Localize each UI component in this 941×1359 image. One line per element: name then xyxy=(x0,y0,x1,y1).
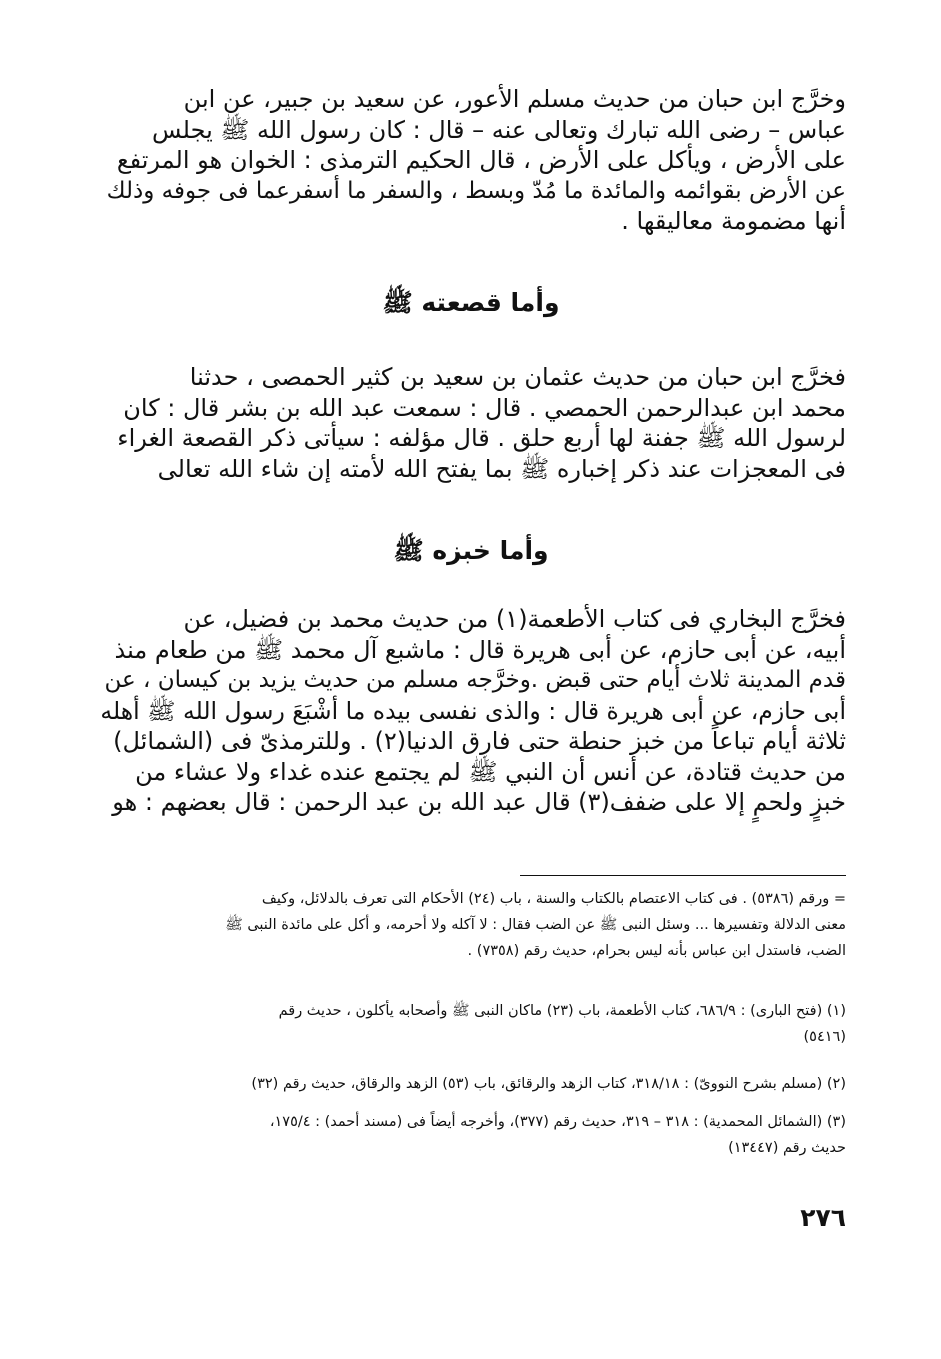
footnote-line: (١) (فتح البارى) : ٦٨٦/٩، كتاب الأطعمة، باب (٢٣) ماكان النبى ﷺ وأصحابه يأكلون ، حديث رقم xyxy=(278,1003,846,1019)
text-line: فخرَّج البخاري فى كتاب الأطعمة(١) من حديث محمد بن فضيل، عن xyxy=(183,605,846,633)
text-line: من حديث قتادة، عن أنس أن النبي ﷺ لم يجتمع عنده غداء ولا عشاء من xyxy=(135,757,846,786)
footnote-line: = ورقم (٥٣٨٦) . فى كتاب الاعتصام بالكتاب والسنة ، باب (٢٤) الأحكام التى تعرف بالدلائل، وكيف xyxy=(261,891,846,907)
page-number: ٢٧٦ xyxy=(800,1203,846,1232)
text-line: فى المعجزات عند ذكر إخباره ﷺ بما يفتح الله لأمته إن شاء الله تعالى xyxy=(157,454,846,483)
text-line: فخرَّج ابن حبان من حديث عثمان بن سعيد بن كثير الحمصى ، حدثنا xyxy=(189,363,846,391)
footnote-line: حديث رقم (١٣٤٤٧) xyxy=(728,1140,846,1156)
text-line: قدم المدينة ثلاث أيام حتى قبض .وخرَّجه مسلم من حديث يزيد بن كيسان ، عن xyxy=(104,667,846,693)
text-line: أبيه، عن أبى حازم، عن أبى هريرة قال : ماشبع آل محمد ﷺ من طعام منذ xyxy=(114,635,846,664)
footnote-line: (٢) (مسلم بشرح النووىّ) : ٣١٨/١٨، كتاب الزهد والرقائق، باب (٥٣) الزهد والرقاق، حديث رقم (٣٢) xyxy=(251,1076,846,1092)
text-line: محمد ابن عبدالرحمن الحمصي . قال : سمعت عبد الله بن بشر قال : كان xyxy=(123,393,846,422)
footnote-1 xyxy=(96,998,846,1050)
footnote-line: الضب، فاستدل ابن عباس بأنه ليس بحرام، حديث رقم (٧٣٥٨) . xyxy=(467,943,846,959)
footnote-continuation xyxy=(96,886,846,964)
text-line: خبزٍ ولحمٍ إلا على ضفف(٣) قال عبد الله بن عبد الرحمن : قال بعضهم : هو xyxy=(112,788,846,816)
footnote-3 xyxy=(96,1109,846,1161)
text-line: على الأرض ، ويأكل على الأرض ، قال الحكيم الترمذى : الخوان هو المرتفع xyxy=(116,146,846,174)
text-line: أنها مضمومة معاليقها . xyxy=(621,207,846,235)
text-line: عن الأرض بقوائمه والمائدة ما مُدّ وبسط ، والسفر ما أسفرعما فى جوفه وذلك xyxy=(106,177,846,204)
section-heading-bowl: وأما قصعته ﷺ xyxy=(382,288,560,317)
text-line: عباس – رضى الله تبارك وتعالى عنه – قال : كان رسول الله ﷺ يجلس xyxy=(152,115,846,144)
text-line: وخرَّج ابن حبان من حديث مسلم الأعور، عن سعيد بن جبير، عن ابن xyxy=(183,85,846,113)
footnote-line: معنى الدلالة وتفسيرها ... وسئل النبى ﷺ عن الضب فقال : لا آكله ولا أحرمه، و أكل على مائدة النبى ﷺ xyxy=(225,917,846,933)
footnote-divider xyxy=(520,875,846,876)
footnote-line: (٣) (الشمائل المحمدية) : ٣١٨ – ٣١٩، حديث رقم (٣٧٧)، وأخرجه أيضاً فى (مسند أحمد) : ١٧٥/٤، xyxy=(269,1114,846,1130)
text-line: ثلاثة أيام تباعاً من خبز حنطة حتى فارق الدنيا(٢) . وللترمذىّ فى (الشمائل) xyxy=(113,727,846,755)
text-line: لرسول الله ﷺ جفنة لها أربع حلق . قال مؤلفه : سيأتى ذكر القصعة الغراء xyxy=(117,424,846,452)
text-line: أبى حازم، عن أبى هريرة قال : والذى نفسى بيده ما أشْبَعَ رسول الله ﷺ أهله xyxy=(100,696,846,725)
paragraph-bread xyxy=(96,604,846,818)
section-heading-bread: وأما خبزه ﷺ xyxy=(393,536,549,565)
paragraph-bowl xyxy=(96,362,846,484)
footnote-2 xyxy=(96,1071,846,1097)
paragraph-ibn-hibban-sitting xyxy=(96,84,846,237)
footnote-line: (٥٤١٦) xyxy=(803,1029,846,1045)
